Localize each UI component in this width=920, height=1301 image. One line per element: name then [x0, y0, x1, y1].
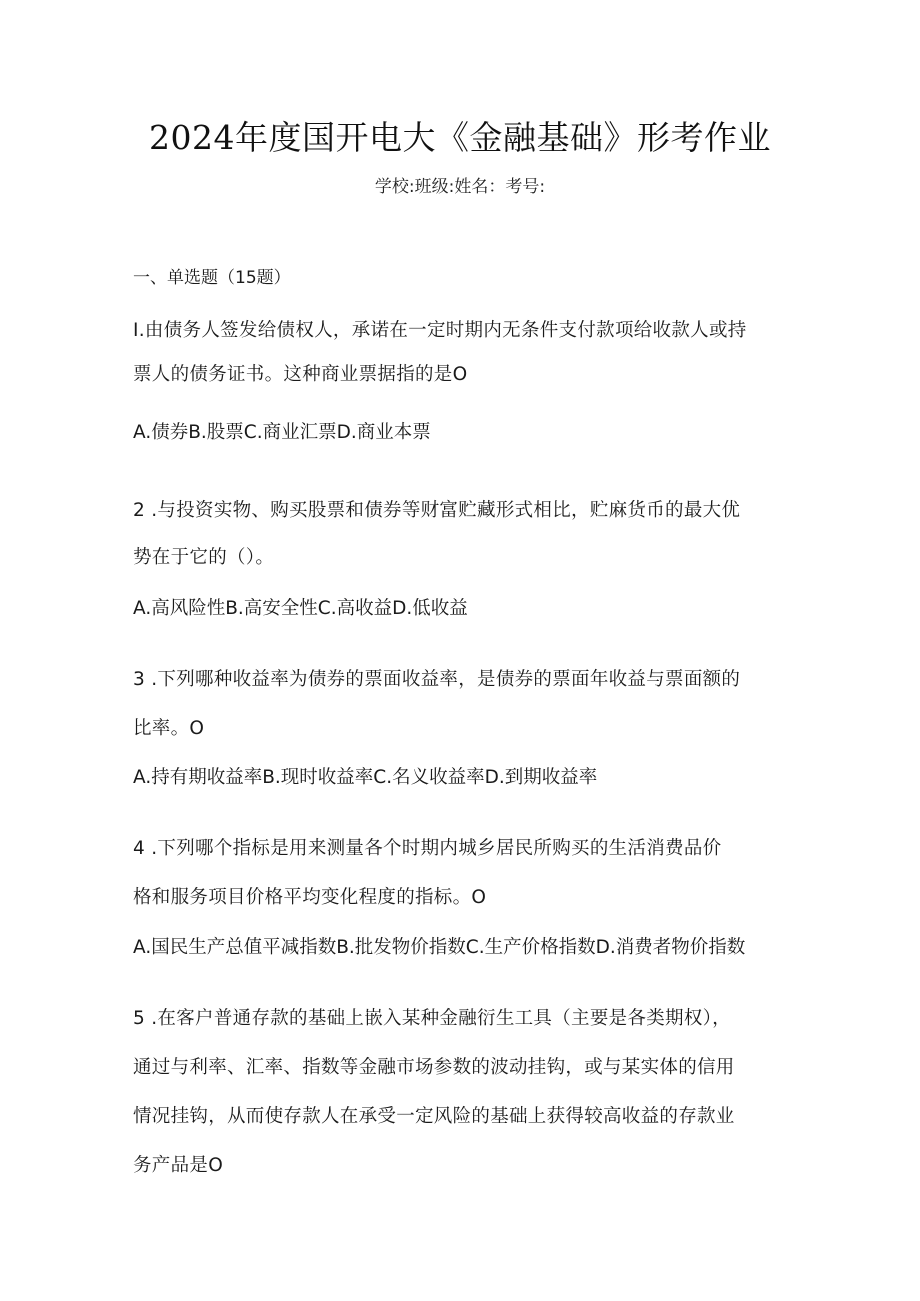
question-5-line-4: 务产品是O — [133, 1155, 224, 1176]
question-2-line-2: 势在于它的（）。 — [133, 547, 275, 568]
question-5-line-3: 情况挂钩，从而使存款人在承受一定风险的基础上获得较高收益的存款业 — [133, 1106, 735, 1127]
question-3-line-1: 3 .下列哪种收益率为债券的票面收益率，是债券的票面年收益与票面额的 — [133, 669, 741, 690]
question-1-line-1: I.由债务人签发给债权人，承诺在一定时期内无条件支付款项给收款人或持 — [133, 320, 747, 341]
section-heading: 一、单选题（15题） — [133, 268, 291, 288]
question-3-line-2: 比率。O — [133, 718, 205, 739]
question-1-line-2: 票人的债务证书。这种商业票据指的是O — [133, 364, 468, 385]
question-3-options: A.持有期收益率B.现时收益率C.名义收益率D.到期收益率 — [133, 767, 598, 788]
question-4-line-1: 4 .下列哪个指标是用来测量各个时期内城乡居民所购买的生活消费品价 — [133, 838, 722, 859]
question-2-line-1: 2 .与投资实物、购买股票和债券等财富贮藏形式相比，贮麻货币的最大优 — [133, 500, 741, 521]
question-1-options: A.债券B.股票C.商业汇票D.商业本票 — [133, 422, 431, 443]
page-title: 2024年度国开电大《金融基础》形考作业 — [149, 118, 771, 157]
question-2-options: A.高风险性B.高安全性C.高收益D.低收益 — [133, 598, 468, 619]
question-5-line-2: 通过与利率、汇率、指数等金融市场参数的波动挂钩，或与某实体的信用 — [133, 1057, 735, 1078]
question-4-line-2: 格和服务项目价格平均变化程度的指标。O — [133, 887, 487, 908]
question-5-line-1: 5 .在客户普通存款的基础上嵌入某种金融衍生工具（主要是各类期权）， — [133, 1008, 731, 1029]
student-info-line: 学校:班级:姓名：考号: — [374, 177, 546, 197]
question-4-options: A.国民生产总值平减指数B.批发物价指数C.生产价格指数D.消费者物价指数 — [133, 937, 746, 958]
